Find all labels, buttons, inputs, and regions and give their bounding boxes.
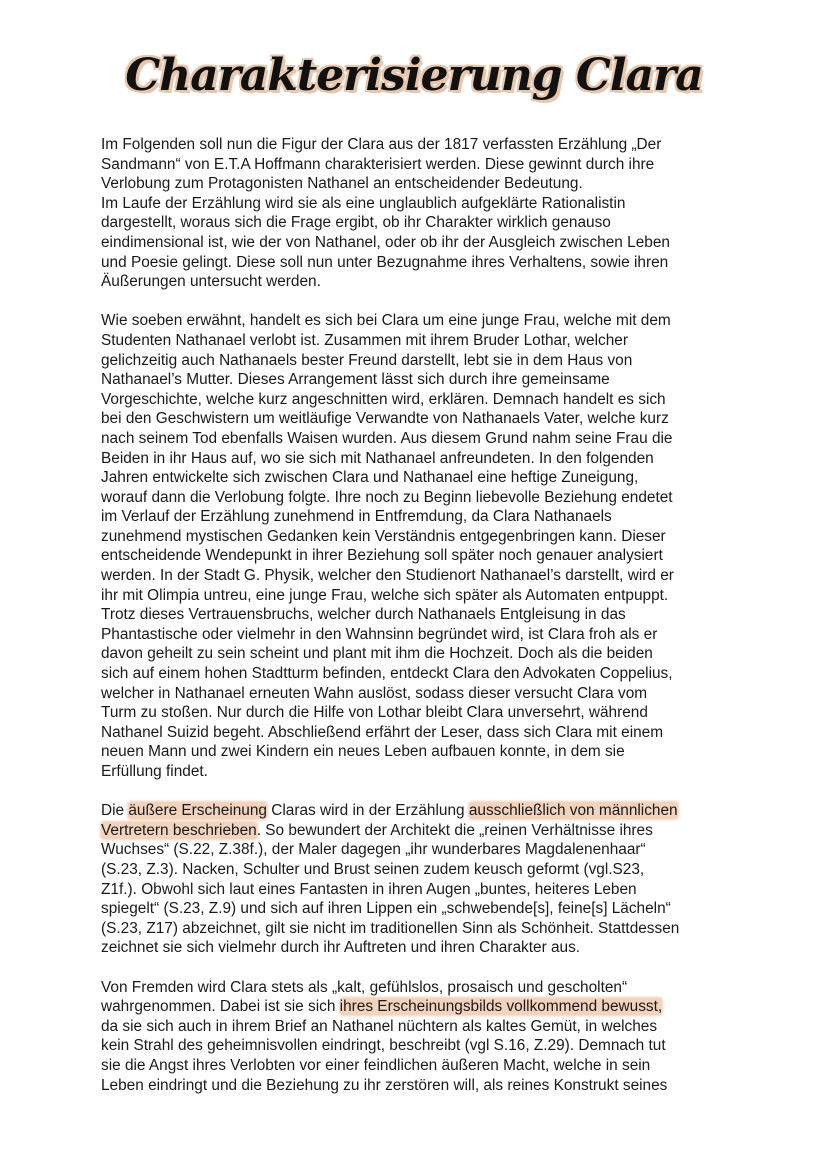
highlighted-text: ihres Erscheinungsbilds vollkommend bewusst, bbox=[339, 998, 663, 1016]
text-fragment: Claras wird in der Erzählung bbox=[266, 802, 469, 820]
text-line: nach seinem Tod ebenfalls Waisen wurden. Aus diesem Grund nahm seine Frau die bbox=[101, 429, 673, 447]
text-line: Von Fremden wird Clara stets als „kalt, gefühlslos, prosaisch und gescholten“ bbox=[101, 978, 628, 996]
text-line: Nathanel Suizid begeht. Abschließend erfährt der Leser, dass sich Clara mit einem bbox=[101, 723, 664, 741]
paragraph-intro bbox=[101, 135, 741, 292]
text-line: spiegelt“ (S.23, Z.9) und sich auf ihren Lippen ein „schwebende[s], feine[s] Lächeln“ bbox=[101, 900, 671, 918]
text-line bbox=[101, 997, 741, 1017]
highlighted-text: Vertretern beschrieben bbox=[101, 821, 257, 839]
text-line: welcher in Nathanael erneuten Wahn auslöst, sodass dieser versucht Clara vom bbox=[101, 684, 648, 702]
text-line: werden. In der Stadt G. Physik, welcher den Studienort Nathanael’s darstellt, wird er bbox=[101, 567, 674, 585]
text-line: Erfüllung findet. bbox=[101, 763, 208, 780]
text-fragment: wahrgenommen. Dabei ist sie sich bbox=[101, 998, 340, 1016]
text-line: davon geheilt zu sein scheint und plant mit ihm die Hochzeit. Doch als die beiden bbox=[101, 645, 653, 663]
text-line: zeichnet sie sich vielmehr durch ihr Auftreten und ihren Charakter aus. bbox=[101, 939, 581, 957]
text-line: Trotz dieses Vertrauensbruchs, welcher durch Nathanaels Entgleisung in das bbox=[101, 606, 626, 624]
text-line: Nathanael’s Mutter. Dieses Arrangement lässt sich durch ihre gemeinsame bbox=[101, 371, 610, 389]
paragraph-appearance bbox=[101, 801, 741, 958]
text-line: entscheidende Wendepunkt in ihrer Beziehung soll später noch genauer analysiert bbox=[101, 547, 663, 565]
text-line: ihr mit Olimpia untreu, eine junge Frau, welche sich später als Automaten entpuppt. bbox=[101, 586, 669, 604]
text-line: worauf dann die Verlobung folgte. Ihre noch zu Beginn liebevolle Beziehung endetet bbox=[101, 488, 673, 506]
text-line: bei den Geschwistern um weitläufige Verwandte von Nathanaels Vater, welche kurz bbox=[101, 410, 669, 428]
text-line: Wie soeben erwähnt, handelt es sich bei Clara um eine junge Frau, welche mit dem bbox=[101, 312, 671, 330]
text-line bbox=[101, 821, 741, 841]
text-line: und Poesie gelingt. Diese soll nun unter Bezugnahme ihres Verhaltens, sowie ihren bbox=[101, 253, 669, 271]
text-line: sich auf einem hohen Stadtturm befinden, entdeckt Clara den Advokaten Coppelius, bbox=[101, 665, 673, 683]
paragraph-background bbox=[101, 311, 741, 781]
text-line: da sie sich auch in ihrem Brief an Nathanel nüchtern als kaltes Gemüt, in welches bbox=[101, 1017, 658, 1035]
paragraph-perception bbox=[101, 978, 741, 1096]
text-line: Im Laufe der Erzählung wird sie als eine unglaublich aufgeklärte Rationalistin bbox=[101, 194, 626, 212]
text-line: (S.23, Z.3). Nacken, Schulter und Brust seinen zudem keusch geformt (vgl.S23, bbox=[101, 860, 645, 878]
document-title: Charakterisierung Clara bbox=[125, 50, 703, 101]
text-line: dargestellt, woraus sich die Frage ergibt, ob ihr Charakter wirklich genauso bbox=[101, 214, 611, 232]
text-line: Studenten Nathanael verlobt ist. Zusammen mit ihrem Bruder Lothar, welcher bbox=[101, 331, 628, 349]
text-line: Im Folgenden soll nun die Figur der Clara aus der 1817 verfassten Erzählung „Der bbox=[101, 136, 662, 153]
text-line: gelichzeitig auch Nathanaels bester Freund darstellt, lebt sie in dem Haus von bbox=[101, 351, 633, 369]
text-line: Leben eindringt und die Beziehung zu ihr zerstören will, als reines Konstrukt seines bbox=[101, 1076, 668, 1094]
highlighted-text: äußere Erscheinung bbox=[128, 802, 267, 820]
text-fragment: Die bbox=[101, 802, 129, 820]
text-line: Turm zu stoßen. Nur durch die Hilfe von Lothar bleibt Clara unversehrt, während bbox=[101, 704, 648, 722]
text-line: Verlobung zum Protagonisten Nathanel an entscheidender Bedeutung. bbox=[101, 175, 583, 193]
text-line: eindimensional ist, wie der von Nathanel, oder ob ihr der Ausgleich zwischen Leben bbox=[101, 233, 670, 251]
highlighted-text: ausschließlich von männlichen bbox=[468, 802, 678, 820]
text-line: kein Strahl des geheimnisvollen eindringt, beschreibt (vgl S.16, Z.29). Demnach tut bbox=[101, 1037, 666, 1055]
document-body bbox=[101, 135, 741, 1115]
text-line: Phantastische oder vielmehr in den Wahnsinn begründet wird, ist Clara froh als er bbox=[101, 625, 658, 643]
text-line bbox=[101, 801, 741, 821]
text-line: Jahren entwickelte sich zwischen Clara und Nathanael eine heftige Zuneigung, bbox=[101, 469, 639, 487]
text-line: sie die Angst ihres Verlobten vor einer feindlichen äußeren Macht, welche in sein bbox=[101, 1056, 651, 1074]
text-line: Vorgeschichte, welche kurz angeschnitten wird, erklären. Demnach handelt es sich bbox=[101, 390, 666, 408]
text-line: zunehmend mystischen Gedanken kein Verständnis entgegenbringen kann. Dieser bbox=[101, 527, 666, 545]
text-line: Wuchses“ (S.22, Z.38f.), der Maler dagegen „ihr wunderbares Magdalenenhaar“ bbox=[101, 841, 646, 859]
text-line: Beiden in ihr Haus auf, wo sie sich mit Nathanael anfreundeten. In den folgenden bbox=[101, 449, 654, 467]
text-line: (S.23, Z17) abzeichnet, gilt sie nicht im traditionellen Sinn als Schönheit. Stattdessen bbox=[101, 919, 680, 937]
text-line: neuen Mann und zwei Kindern ein neues Leben aufbauen konnte, in dem sie bbox=[101, 743, 625, 761]
text-fragment: . So bewundert der Architekt die „reinen Verhältnisse ihres bbox=[256, 821, 653, 839]
text-line: Sandmann“ von E.T.A Hoffmann charakterisiert werden. Diese gewinnt durch ihre bbox=[101, 155, 655, 173]
text-line: Z1f.). Obwohl sich laut eines Fantasten in ihren Augen „buntes, heiteres Leben bbox=[101, 880, 637, 898]
text-line: im Verlauf der Erzählung zunehmend in Entfremdung, da Clara Nathanaels bbox=[101, 508, 612, 526]
text-line: Äußerungen untersucht werden. bbox=[101, 273, 321, 291]
